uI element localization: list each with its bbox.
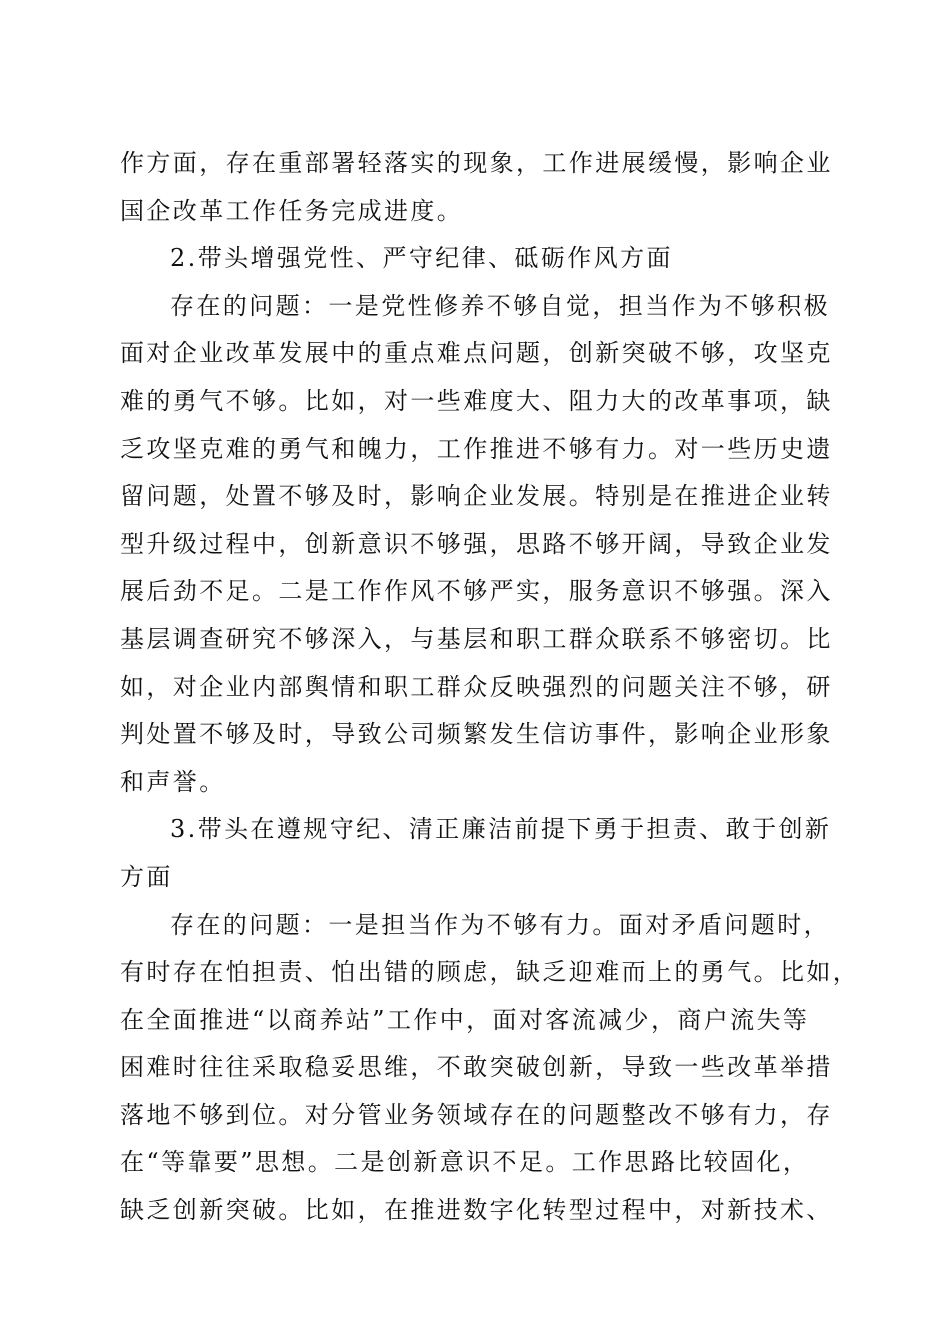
text-line: 国企改革工作任务完成进度。 [120, 196, 464, 225]
text-line: 面对企业改革发展中的重点难点问题，创新突破不够，攻坚克 [120, 339, 833, 368]
text-line: 在“等靠要”思想。二是创新意识不足。工作思路比较固化， [120, 1148, 810, 1177]
text-line: 和声誉。 [120, 767, 226, 796]
text-line: 基层调查研究不够深入，与基层和职工群众联系不够密切。比 [120, 624, 833, 653]
text-line: 留问题，处置不够及时，影响企业发展。特别是在推进企业转 [120, 482, 833, 511]
section-heading: 3.带头在遵规守纪、清正廉洁前提下勇于担责、敢于创新 [170, 815, 832, 844]
text-line: 乏攻坚克难的勇气和魄力，工作推进不够有力。对一些历史遗 [120, 434, 833, 463]
text-line: 缺乏创新突破。比如，在推进数字化转型过程中，对新技术、 [120, 1196, 833, 1225]
document-body [120, 140, 860, 1235]
text-line: 落地不够到位。对分管业务领域存在的问题整改不够有力，存 [120, 1100, 833, 1129]
paragraph-start: 存在的问题：一是党性修养不够自觉，担当作为不够积极 [170, 291, 830, 320]
text-line: 作方面，存在重部署轻落实的现象，工作进展缓慢，影响企业 [120, 149, 833, 177]
text-line: 展后劲不足。二是工作作风不够严实，服务意识不够强。深入 [120, 577, 833, 606]
text-line: 在全面推进“以商养站”工作中，面对客流减少，商户流失等 [120, 1005, 810, 1034]
section-heading: 2.带头增强党性、严守纪律、砥砺作风方面 [170, 244, 673, 273]
paragraph-start: 存在的问题：一是担当作为不够有力。面对矛盾问题时， [170, 910, 830, 939]
text-line: 判处置不够及时，导致公司频繁发生信访事件，影响企业形象 [120, 720, 833, 749]
text-line: 有时存在怕担责、怕出错的顾虑，缺乏迎难而上的勇气。比如， [120, 958, 860, 987]
text-line: 型升级过程中，创新意识不够强，思路不够开阔，导致企业发 [120, 529, 833, 558]
text-line: 困难时往往采取稳妥思维，不敢突破创新，导致一些改革举措 [120, 1053, 833, 1082]
text-line: 方面 [120, 862, 173, 891]
text-line: 如，对企业内部舆情和职工群众反映强烈的问题关注不够，研 [120, 672, 833, 701]
text-line: 难的勇气不够。比如，对一些难度大、阻力大的改革事项，缺 [120, 386, 833, 415]
